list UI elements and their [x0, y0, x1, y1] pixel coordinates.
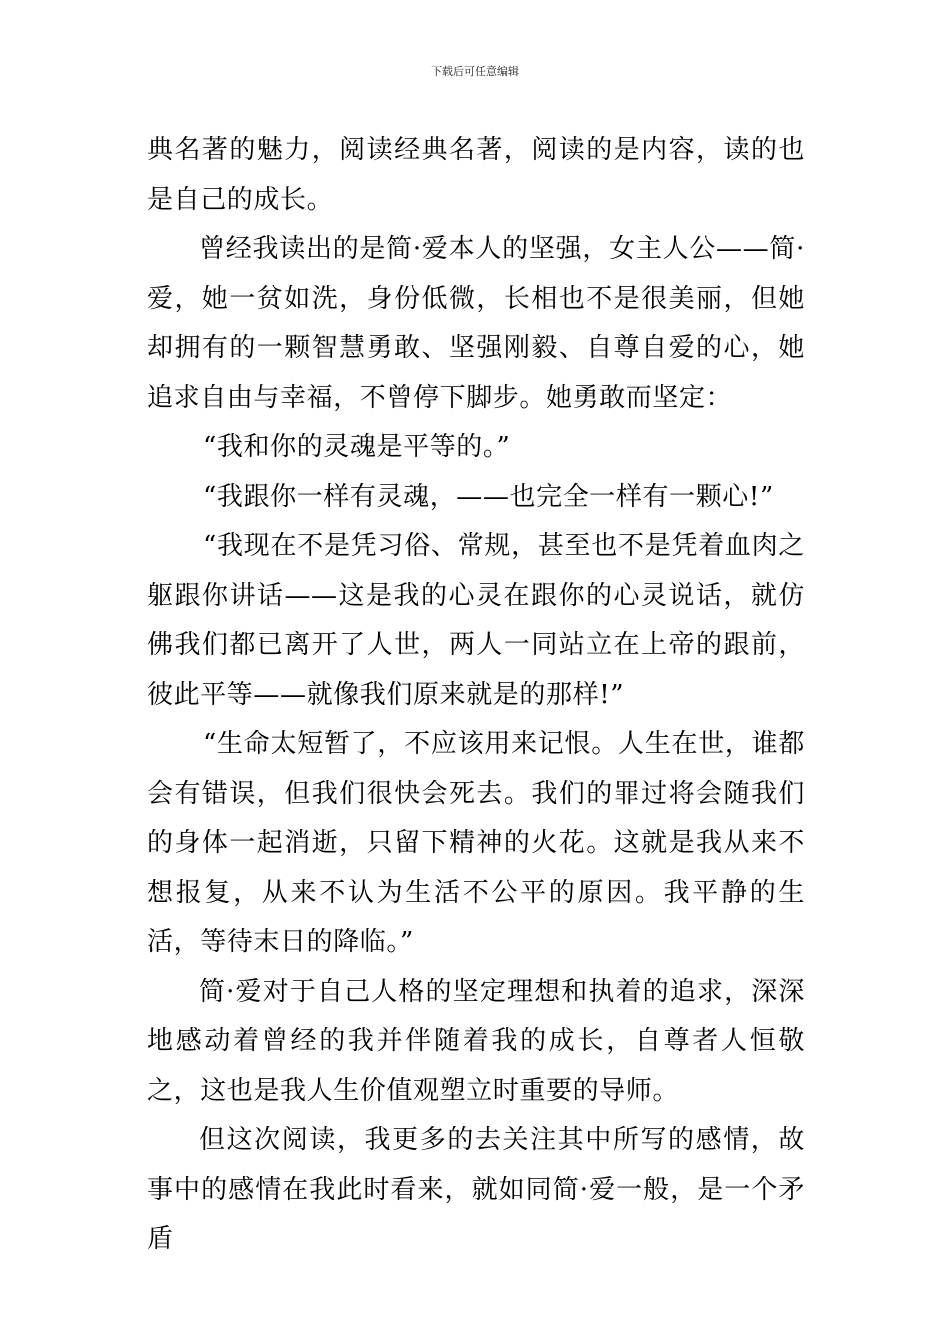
paragraph-continuation: 典名著的魅力，阅读经典名著，阅读的是内容，读的也是自己的成长。 — [147, 135, 805, 215]
paragraph-jane-strength: 曾经我读出的是简·爱本人的坚强，女主人公——简·爱，她一贫如洗，身份低微，长相也不是很美丽，但她却拥有的一颗智慧勇敢、坚强刚毅、自尊自爱的心，她追求自由与幸福，不曾停下脚步。她勇敢而坚定： — [147, 234, 805, 413]
quote-same-heart: “我跟你一样有灵魂，——也完全一样有一颗心!” — [203, 481, 774, 512]
page-header: 下载后可任意编辑 — [431, 65, 519, 78]
quote-life-too-short: “生命太短暂了，不应该用来记恨。人生在世，谁都会有错误，但我们很快会死去。我们的罪过将会随我们的身体一起消逝，只留下精神的火花。这就是我从来不想报复，从来不认为生活不公平的原因。我平静的生活，等待末日的降临。” — [147, 729, 805, 957]
paragraph-self-respect: 简·爱对于自己人格的坚定理想和执着的追求，深深地感动着曾经的我并伴随着我的成长，自尊者人恒敬之，这也是我人生价值观塑立时重要的导师。 — [147, 976, 805, 1106]
quote-spirit-speaking: “我现在不是凭习俗、常规，甚至也不是凭着血肉之躯跟你讲话——这是我的心灵在跟你的心灵说话，就仿佛我们都已离开了人世，两人一同站立在上帝的跟前，彼此平等——就像我们原来就是的那样!” — [147, 531, 805, 710]
quote-equal-souls: “我和你的灵魂是平等的。” — [203, 432, 511, 462]
paragraph-this-reading: 但这次阅读，我更多的去关注其中所写的感情，故事中的感情在我此时看来，就如同简·爱一般，是一个矛盾 — [147, 1125, 805, 1254]
document-body — [147, 126, 805, 1265]
